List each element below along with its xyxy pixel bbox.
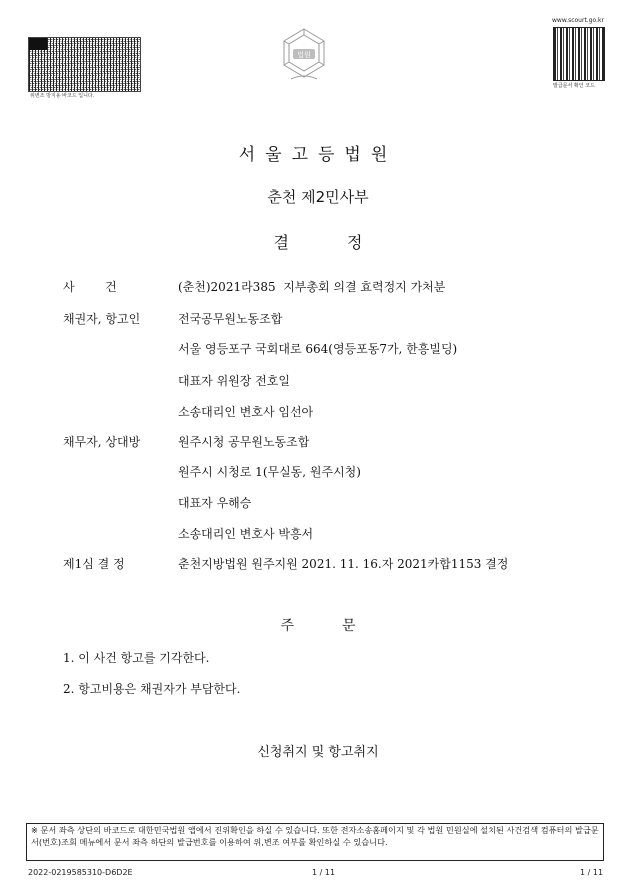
court-seal-icon — [279, 27, 329, 83]
qr-caption: 발급문서 확인 코드 — [553, 83, 595, 89]
section-title: 신청취지 및 항고취지 — [257, 745, 379, 760]
verification-notice: ※ 문서 좌측 상단의 바코드로 대한민국법원 앱에서 진위확인을 하실 수 있습니다. 또한 전자소송홈페이지 및 각 법원 민원실에 설치된 사건검색 컴퓨터의 발급문서(번호)조회 메뉴에서 문서 좌측 하단의 발급번호를 이용하여 위,변조 여부를 확인하실 수 있습니다. — [26, 823, 604, 861]
order-item: 1. 이 사건 항고를 기각한다. — [63, 651, 210, 665]
party-value: 소송대리인 변호사 임선아 — [178, 405, 314, 419]
party-value: 원주시 시청로 1(무실동, 원주시청) — [178, 465, 361, 479]
party-value: 대표자 위원장 전호일 — [178, 374, 290, 388]
party-value: 서울 영등포구 국회대로 664(영등포동7가, 한흥빌딩) — [178, 342, 458, 356]
seal-text: 법원 — [297, 51, 311, 59]
party-value: 소송대리인 변호사 박흥서 — [178, 527, 314, 541]
party-value: 전국공무원노동조합 — [178, 312, 283, 326]
order-heading: 주 문 — [280, 618, 356, 634]
party-label: 채권자, 항고인 — [63, 312, 141, 326]
order-item: 2. 항고비용은 채권자가 부담한다. — [63, 682, 241, 696]
qr-code — [553, 27, 605, 81]
party-value: 춘천지방법원 원주지원 2021. 11. 16.자 2021카합1153 결정 — [178, 557, 509, 571]
party-label: 제1심 결 정 — [63, 557, 125, 571]
issue-number: 2022-0219585310-D6D2E — [28, 868, 133, 877]
party-value: 대표자 우해승 — [178, 496, 252, 510]
party-label: 사 건 — [63, 280, 117, 294]
party-label: 채무자, 상대방 — [63, 435, 141, 449]
page-number: 1 / 11 — [312, 868, 336, 877]
site-url: www.scourt.go.kr — [552, 17, 604, 24]
barcode-caption: 위변조 방지용 바코드 입니다. — [30, 93, 95, 99]
verification-barcode — [28, 37, 141, 92]
party-value: 원주시청 공무원노동조합 — [178, 435, 310, 449]
court-name: 서울고등법원 — [238, 145, 398, 165]
party-value: (춘천)2021라385 지부총회 의결 효력정지 가처분 — [178, 280, 446, 294]
page-number-right: 1 / 11 — [580, 868, 604, 877]
document-type: 결 정 — [273, 233, 363, 252]
division-name: 춘천 제2민사부 — [267, 188, 369, 206]
